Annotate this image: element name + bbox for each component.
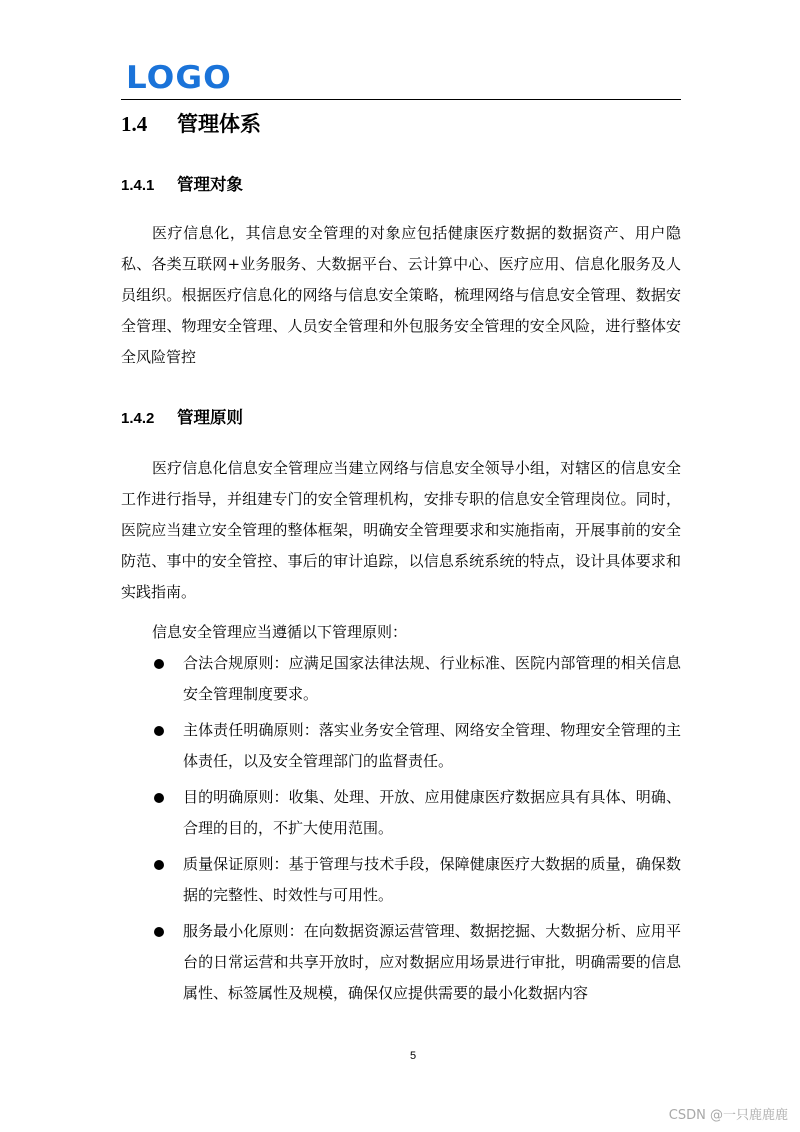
paragraph-management-principles: 医疗信息化信息安全管理应当建立网络与信息安全领导小组，对辖区的信息安全工作进行指导，并组建专门的安全管理机构，安排专职的信息安全管理岗位。同时，医院应当建立安全管理的整体框架，明确安全管理要求和实施指南，开展事前的安全防范、事中的安全管控、事后的审计追踪，以信息系统系统的特点，设计具体要求和实践指南。	[121, 459, 681, 601]
paragraph-management-objects: 医疗信息化，其信息安全管理的对象应包括健康医疗数据的数据资产、用户隐私、各类互联网+业务服务、大数据平台、云计算中心、医疗应用、信息化服务及人员组织。根据医疗信息化的网络与信息安全策略，梳理网络与信息安全管理、数据安全管理、物理安全管理、人员安全管理和外包服务安全管理的安全风险，进行整体安全风险管控	[121, 224, 681, 366]
logo: LOGO	[126, 60, 232, 96]
list-item	[121, 648, 681, 710]
bullet-icon	[154, 793, 164, 803]
subsection-heading-2	[121, 404, 243, 428]
watermark: CSDN @一只鹿鹿鹿	[668, 1108, 788, 1123]
section-number: 1.4	[121, 112, 148, 136]
list-item	[121, 916, 681, 1009]
principles-intro: 信息安全管理应当遵循以下管理原则：	[152, 623, 408, 641]
list-item	[121, 849, 681, 911]
subsection-title-text: 管理原则	[177, 408, 243, 427]
list-item-text: 主体责任明确原则：落实业务安全管理、网络安全管理、物理安全管理的主体责任，以及安全管理部门的监督责任。	[183, 721, 681, 770]
list-item-text: 目的明确原则：收集、处理、开放、应用健康医疗数据应具有具体、明确、合理的目的，不扩大使用范围。	[183, 788, 681, 837]
principles-list	[121, 648, 681, 1014]
subsection-title-text: 管理对象	[177, 175, 243, 194]
header-rule	[121, 99, 681, 100]
subsection-heading-1	[121, 171, 243, 195]
subsection-number: 1.4.1	[121, 177, 155, 194]
bullet-icon	[154, 659, 164, 669]
section-title-text: 管理体系	[177, 111, 261, 136]
list-item	[121, 715, 681, 777]
bullet-icon	[154, 726, 164, 736]
page-number: 5	[409, 1050, 417, 1062]
list-item-text: 服务最小化原则：在向数据资源运营管理、数据挖掘、大数据分析、应用平台的日常运营和共享开放时，应对数据应用场景进行审批，明确需要的信息属性、标签属性及规模，确保仅应提供需要的最小化数据内容	[183, 922, 681, 1002]
subsection-number: 1.4.2	[121, 410, 155, 427]
list-item	[121, 782, 681, 844]
section-heading	[121, 108, 261, 138]
list-item-text: 质量保证原则：基于管理与技术手段，保障健康医疗大数据的质量，确保数据的完整性、时效性与可用性。	[183, 855, 681, 904]
bullet-icon	[154, 927, 164, 937]
bullet-icon	[154, 860, 164, 870]
list-item-text: 合法合规原则：应满足国家法律法规、行业标准、医院内部管理的相关信息安全管理制度要求。	[183, 654, 681, 703]
